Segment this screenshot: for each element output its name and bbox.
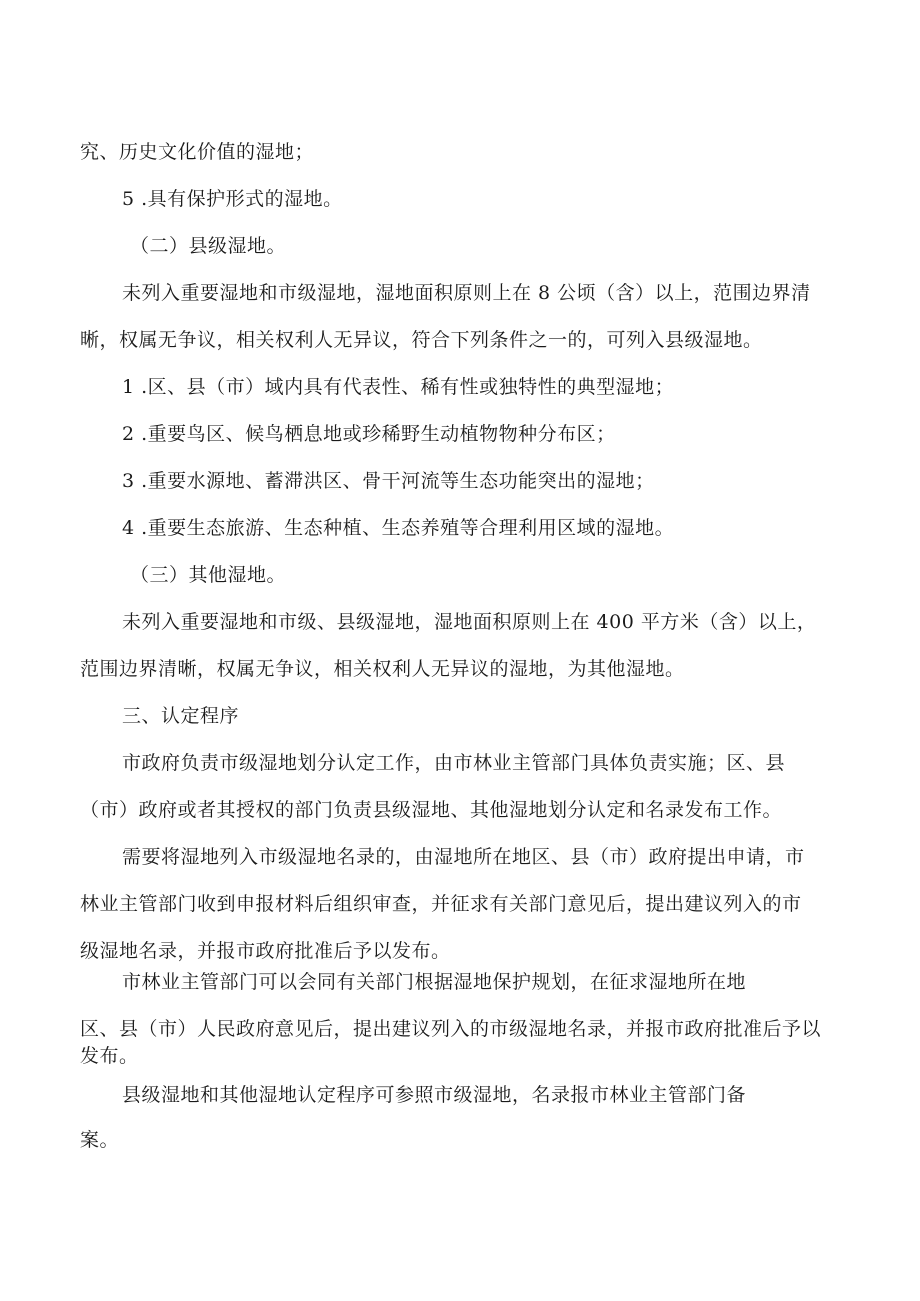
section-heading: 三、认定程序 xyxy=(122,705,240,727)
section-heading: （二）县级湿地。 xyxy=(130,235,287,257)
text-line: 未列入重要湿地和市级、县级湿地，湿地面积原则上在 400 平方米（含）以上， xyxy=(122,611,817,633)
text-line: 案。 xyxy=(80,1129,120,1151)
list-item: 4 .重要生态旅游、生态种植、生态养殖等合理利用区域的湿地。 xyxy=(122,517,675,539)
text-line: 市林业主管部门可以会同有关部门根据湿地保护规划，在征求湿地所在地 xyxy=(122,971,747,993)
text-line: 晰，权属无争议，相关权利人无异议，符合下列条件之一的，可列入县级湿地。 xyxy=(80,329,763,351)
section-heading: （三）其他湿地。 xyxy=(130,564,287,586)
text-line: 究、历史文化价值的湿地； xyxy=(80,141,315,163)
text-line: 需要将湿地列入市级湿地名录的，由湿地所在地区、县（市）政府提出申请，市 xyxy=(122,846,805,868)
list-item: 1 .区、县（市）域内具有代表性、稀有性或独特性的典型湿地； xyxy=(122,376,675,398)
text-line: 林业主管部门收到申报材料后组织审查，并征求有关部门意见后，提出建议列入的市 xyxy=(80,893,802,915)
text-line: 区、县（市）人民政府意见后，提出建议列入的市级湿地名录，并报市政府批准后予以 xyxy=(80,1018,822,1040)
list-item: 5 .具有保护形式的湿地。 xyxy=(122,188,343,210)
text-line: （市）政府或者其授权的部门负责县级湿地、其他湿地划分认定和名录发布工作。 xyxy=(80,799,783,821)
list-item: 3 .重要水源地、蓄滞洪区、骨干河流等生态功能突出的湿地； xyxy=(122,470,655,492)
text-line: 发布。 xyxy=(80,1045,139,1067)
text-line: 未列入重要湿地和市级湿地，湿地面积原则上在 8 公顷（含）以上，范围边界清 xyxy=(122,282,811,304)
list-item: 2 .重要鸟区、候鸟栖息地或珍稀野生动植物物种分布区； xyxy=(122,423,616,445)
text-line: 市政府负责市级湿地划分认定工作，由市林业主管部门具体负责实施；区、县 xyxy=(122,752,786,774)
text-line: 县级湿地和其他湿地认定程序可参照市级湿地，名录报市林业主管部门备 xyxy=(122,1084,747,1106)
text-line: 范围边界清晰，权属无争议，相关权利人无异议的湿地，为其他湿地。 xyxy=(80,658,685,680)
text-line: 级湿地名录，并报市政府批准后予以发布。 xyxy=(80,940,451,962)
